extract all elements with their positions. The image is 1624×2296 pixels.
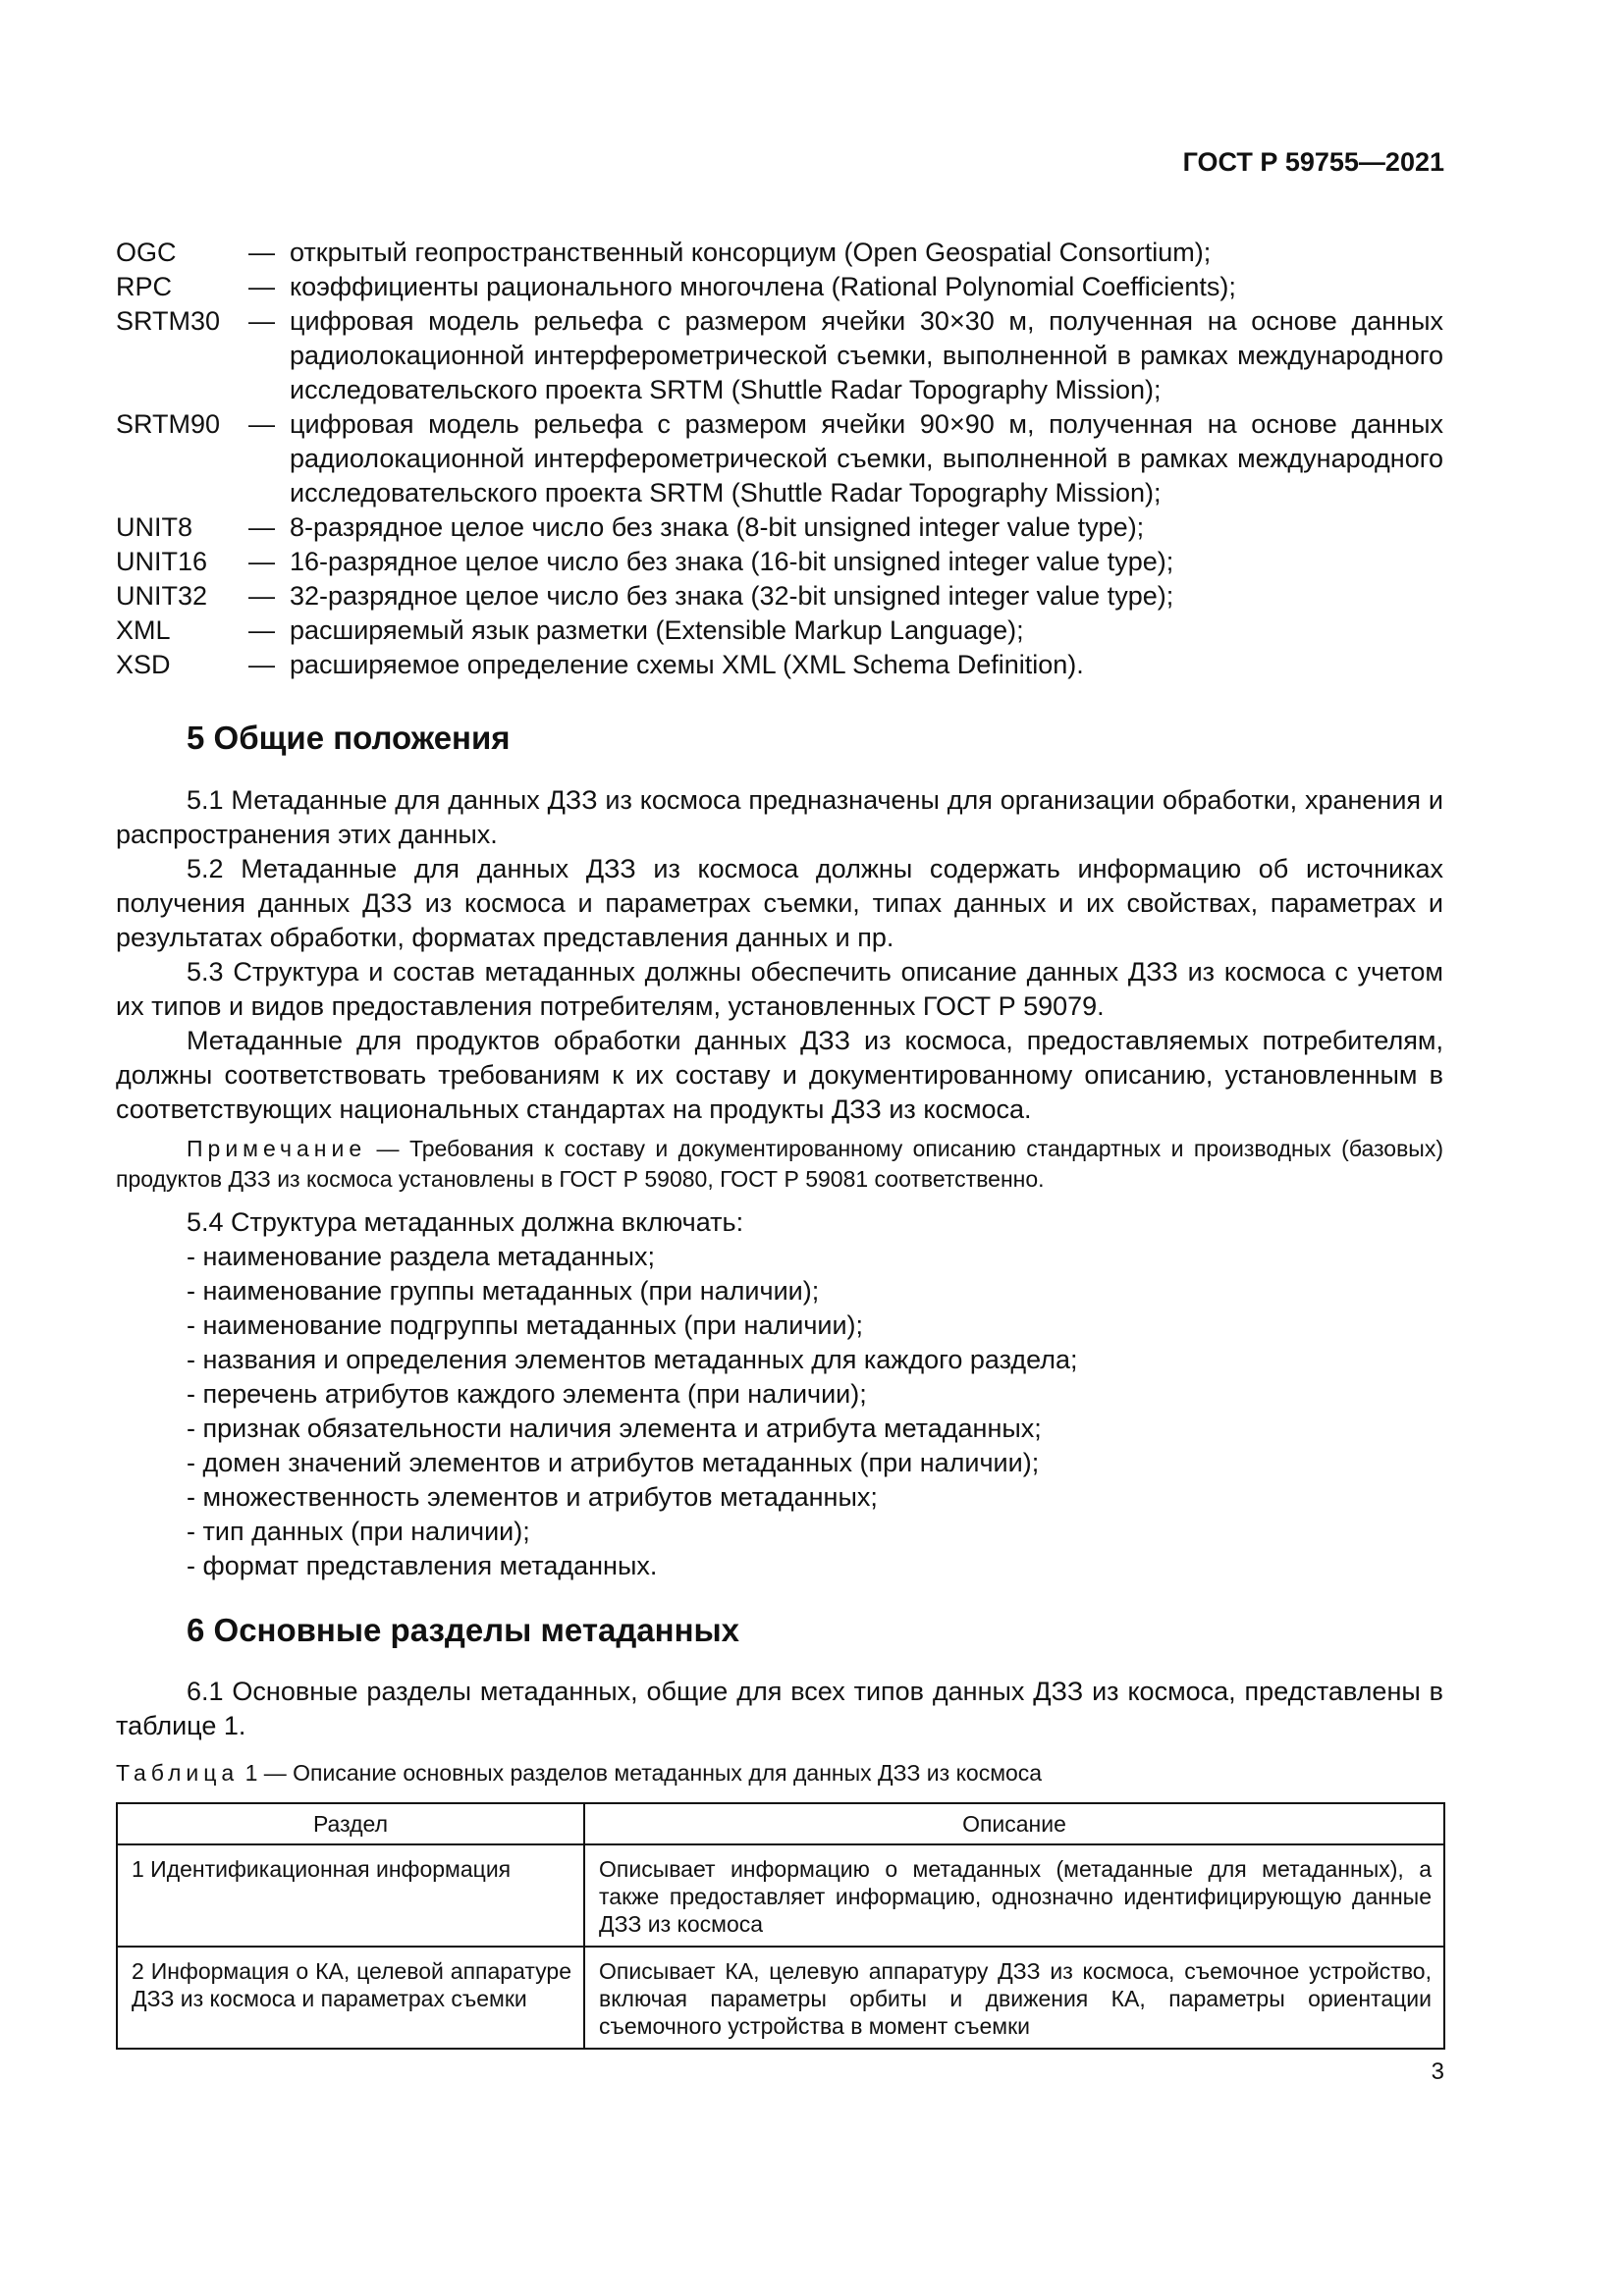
table-row [117, 1947, 1444, 2049]
paragraph-6-1: 6.1 Основные разделы метаданных, общие для всех типов данных ДЗЗ из космоса, представлены в таблице 1. [116, 1677, 1443, 1740]
table-cell-section: 2 Информация о КА, целевой аппаратуре ДЗЗ из космоса и параметрах съемки [117, 1947, 584, 2049]
section-5-heading: 5 Общие положения [187, 720, 511, 756]
standard-header: ГОСТ Р 59755—2021 [1182, 147, 1444, 177]
abbreviation-item [116, 545, 1443, 579]
paragraph-5-3: 5.3 Структура и состав метаданных должны обеспечить описание данных ДЗЗ из космоса с учетом их типов и видов предоставления потребителям, установленных ГОСТ Р 59079. [116, 957, 1443, 1021]
abbreviation-dash: — [248, 581, 275, 611]
list-item: - наименование группы метаданных (при наличии); [187, 1276, 820, 1306]
abbreviation-item [116, 579, 1443, 614]
table-header-row [117, 1803, 1444, 1844]
note-paragraph [116, 1134, 1443, 1195]
abbreviation-item [116, 407, 1443, 510]
table-cell-description: Описывает информацию о метаданных (метаданные для метаданных), а также предоставляет информацию, однозначно идентифицирующую данные ДЗЗ из космоса [584, 1844, 1444, 1947]
section-6-heading: 6 Основные разделы метаданных [187, 1612, 740, 1648]
table-caption-label: Таблица [116, 1760, 240, 1786]
paragraph-5-3-continued: Метаданные для продуктов обработки данных ДЗЗ из космоса, предоставляемых потребителям, должны соответствовать требованиям к их составу и документированному описанию, установленным в соответствующих национальных стандартах на продукты ДЗЗ из космоса. [116, 1026, 1443, 1124]
abbreviation-term: OGC [116, 238, 177, 267]
table-row [117, 1844, 1444, 1947]
abbreviation-dash: — [248, 238, 275, 267]
abbreviation-item [116, 236, 1443, 270]
table-caption-text: 1 — Описание основных разделов метаданных для данных ДЗЗ из космоса [239, 1760, 1043, 1786]
note-label: Примечание [187, 1136, 367, 1161]
list-item: - тип данных (при наличии); [187, 1517, 530, 1546]
abbreviation-definition: цифровая модель рельефа с размером ячейки 90×90 м, полученная на основе данных радиолокационной интерферометрической съемки, выполненной в рамках международного исследовательского проекта SRTM (Shuttle Radar Topography Mission); [290, 409, 1443, 507]
abbreviation-dash: — [248, 547, 275, 576]
list-item: - наименование подгруппы метаданных (при наличии); [187, 1310, 864, 1340]
abbreviation-term: RPC [116, 272, 173, 301]
abbreviation-definition: расширяемый язык разметки (Extensible Markup Language); [290, 615, 1024, 645]
abbreviation-term: UNIT32 [116, 581, 208, 611]
list-item: - формат представления метаданных. [187, 1551, 658, 1580]
abbreviation-item [116, 270, 1443, 304]
abbreviation-definition: 32-разрядное целое число без знака (32-bit unsigned integer value type); [290, 581, 1174, 611]
abbreviation-term: XML [116, 615, 171, 645]
abbreviation-term: XSD [116, 650, 171, 679]
abbreviation-definition: 16-разрядное целое число без знака (16-bit unsigned integer value type); [290, 547, 1174, 576]
list-item: - названия и определения элементов метаданных для каждого раздела; [187, 1345, 1078, 1374]
abbreviation-term: SRTM90 [116, 409, 221, 439]
table-cell-description: Описывает КА, целевую аппаратуру ДЗЗ из космоса, съемочное устройство, включая параметры орбиты и движения КА, параметры ориентации съемочного устройства в момент съемки [584, 1947, 1444, 2049]
list-item: - наименование раздела метаданных; [187, 1242, 655, 1271]
abbreviation-definition: расширяемое определение схемы XML (XML Schema Definition). [290, 650, 1084, 679]
abbreviation-definition: открытый геопространственный консорциум (Open Geospatial Consortium); [290, 238, 1212, 267]
paragraph-5-1: 5.1 Метаданные для данных ДЗЗ из космоса предназначены для организации обработки, хранения и распространения этих данных. [116, 785, 1443, 849]
abbreviation-term: SRTM30 [116, 306, 221, 336]
list-intro: 5.4 Структура метаданных должна включать: [187, 1207, 744, 1237]
abbreviation-dash: — [248, 409, 275, 439]
table-caption [116, 1760, 1042, 1787]
paragraph-5-2: 5.2 Метаданные для данных ДЗЗ из космоса должны содержать информацию об источниках получения данных ДЗЗ из космоса и параметрах съемки, типах данных и их свойствах, параметрах и результатах обработки, форматах представления данных и пр. [116, 854, 1443, 952]
list-item: - множественность элементов и атрибутов метаданных; [187, 1482, 878, 1512]
abbreviation-term: UNIT16 [116, 547, 208, 576]
abbreviation-item [116, 304, 1443, 407]
abbreviation-dash: — [248, 650, 275, 679]
metadata-sections-table [116, 1802, 1445, 2050]
abbreviation-dash: — [248, 615, 275, 645]
list-item: - перечень атрибутов каждого элемента (при наличии); [187, 1379, 867, 1409]
abbreviation-item [116, 648, 1443, 682]
abbreviation-item [116, 614, 1443, 648]
abbreviation-dash: — [248, 306, 275, 336]
abbreviation-definition: цифровая модель рельефа с размером ячейки 30×30 м, полученная на основе данных радиолокационной интерферометрической съемки, выполненной в рамках международного исследовательского проекта SRTM (Shuttle Radar Topography Mission); [290, 306, 1443, 404]
table-cell-section: 1 Идентификационная информация [117, 1844, 584, 1947]
list-item: - признак обязательности наличия элемента и атрибута метаданных; [187, 1414, 1042, 1443]
abbreviation-dash: — [248, 512, 275, 542]
abbreviation-dash: — [248, 272, 275, 301]
abbreviation-term: UNIT8 [116, 512, 193, 542]
abbreviation-item [116, 510, 1443, 545]
list-item: - домен значений элементов и атрибутов метаданных (при наличии); [187, 1448, 1040, 1477]
structure-list [187, 1205, 1078, 1583]
column-header-section: Раздел [117, 1803, 584, 1844]
abbreviation-definition: 8-разрядное целое число без знака (8-bit unsigned integer value type); [290, 512, 1145, 542]
note-text: — Требования к составу и документированному описанию стандартных и производных (базовых) продуктов ДЗЗ из космоса установлены в ГОСТ Р 59080, ГОСТ Р 59081 соответственно. [116, 1136, 1443, 1192]
page-number: 3 [1431, 2058, 1444, 2085]
abbreviation-list [116, 236, 1443, 682]
column-header-description: Описание [584, 1803, 1444, 1844]
abbreviation-definition: коэффициенты рационального многочлена (Rational Polynomial Coefficients); [290, 272, 1236, 301]
